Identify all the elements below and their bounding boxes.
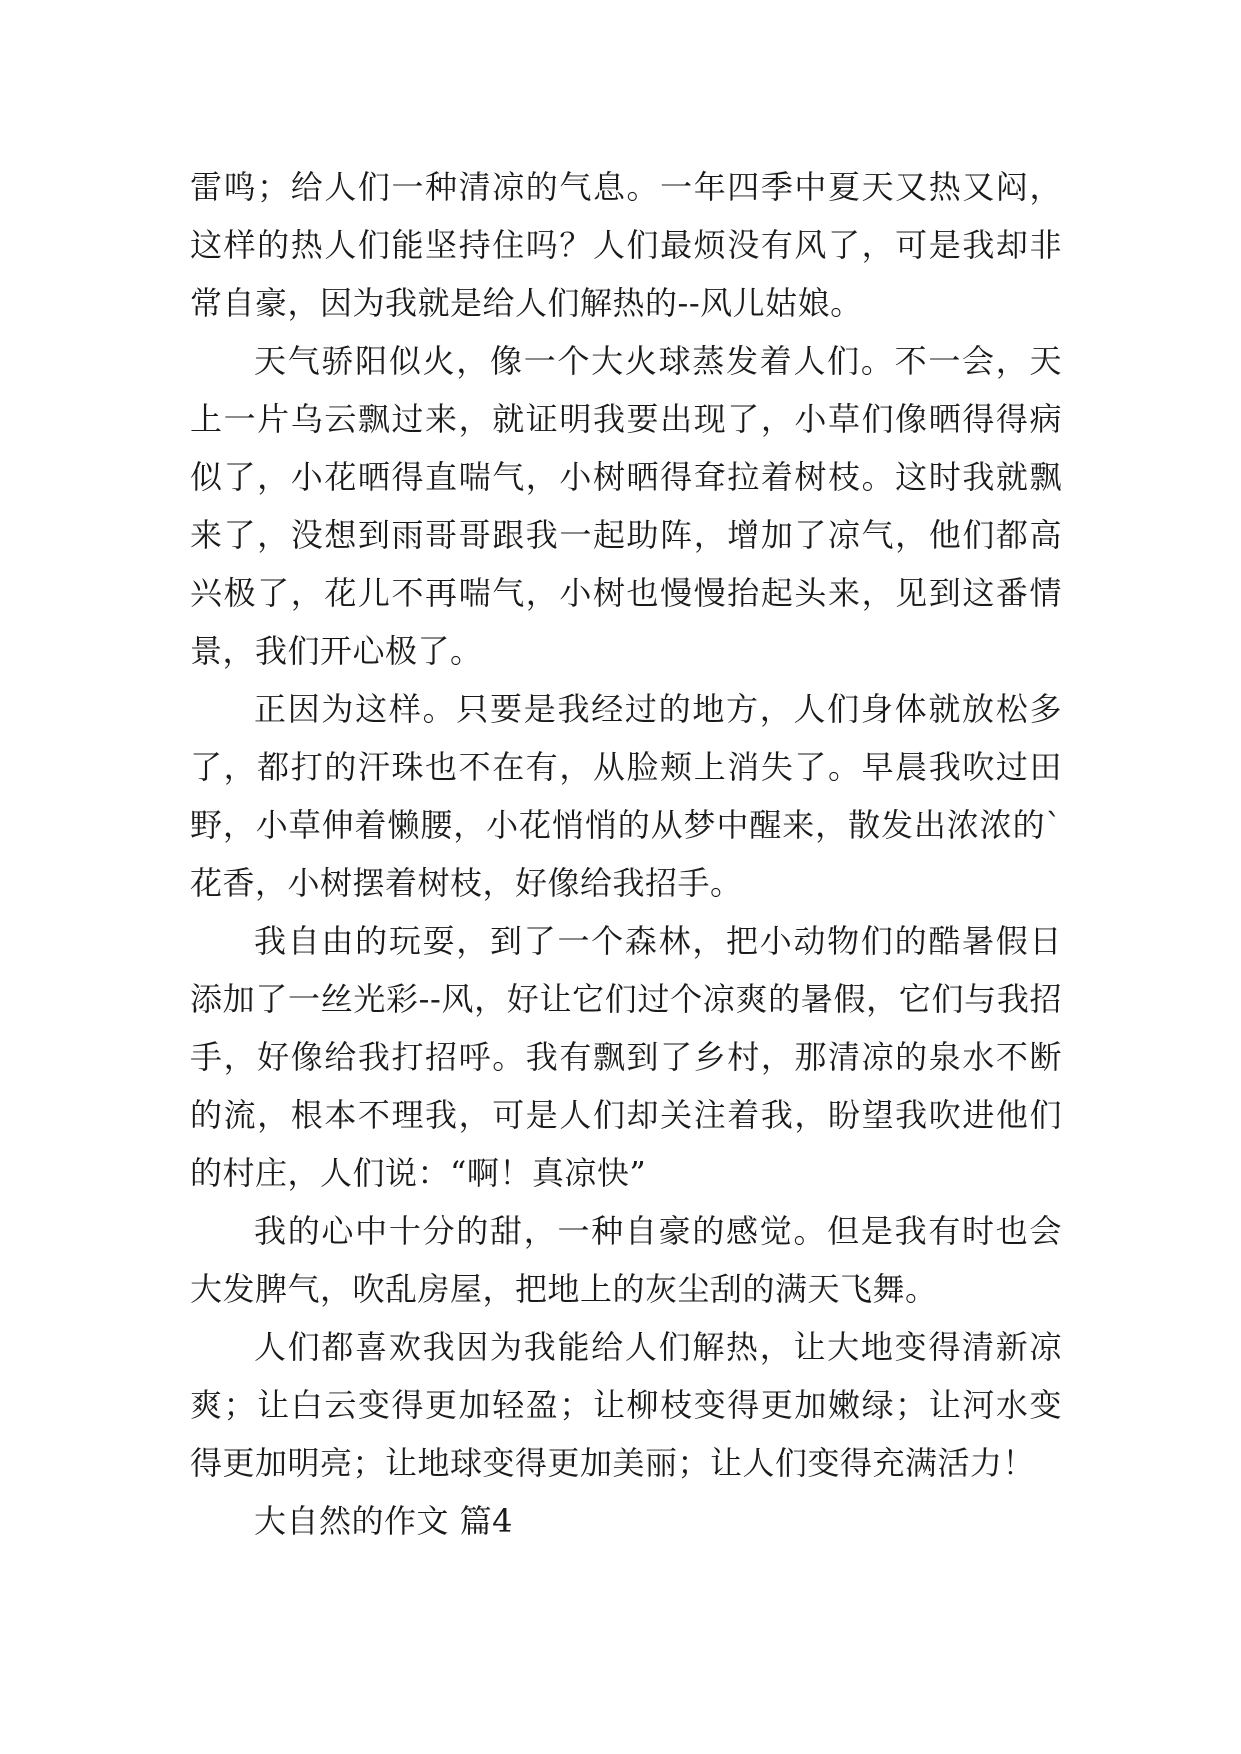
section-heading: 大自然的作文 篇4 (254, 1502, 514, 1540)
document-body (190, 158, 1062, 1550)
paragraph-1: 雷鸣；给人们一种清凉的气息。一年四季中夏天又热又闷，这样的热人们能坚持住吗？人们最烦没有风了，可是我却非常自豪，因为我就是给人们解热的--风儿姑娘。 (190, 168, 1062, 322)
paragraph-6: 人们都喜欢我因为我能给人们解热，让大地变得清新凉爽；让白云变得更加轻盈；让柳枝变得更加嫩绿；让河水变得更加明亮；让地球变得更加美丽；让人们变得充满活力！ (190, 1328, 1062, 1482)
paragraph-4: 我自由的玩耍，到了一个森林，把小动物们的酷暑假日添加了一丝光彩--风，好让它们过个凉爽的暑假，它们与我招手，好像给我打招呼。我有飘到了乡村，那清凉的泉水不断的流，根本不理我，可是人们却关注着我，盼望我吹进他们的村庄，人们说：“啊！真凉快” (190, 922, 1062, 1192)
paragraph-5: 我的心中十分的甜，一种自豪的感觉。但是我有时也会大发脾气，吹乱房屋，把地上的灰尘刮的满天飞舞。 (190, 1212, 1062, 1308)
paragraph-2: 天气骄阳似火，像一个大火球蒸发着人们。不一会，天上一片乌云飘过来，就证明我要出现了，小草们像晒得得病似了，小花晒得直喘气，小树晒得耷拉着树枝。这时我就飘来了，没想到雨哥哥跟我一起助阵，增加了凉气，他们都高兴极了，花儿不再喘气，小树也慢慢抬起头来，见到这番情景，我们开心极了。 (190, 342, 1062, 670)
paragraph-3: 正因为这样。只要是我经过的地方，人们身体就放松多了，都打的汗珠也不在有，从脸颊上消失了。早晨我吹过田野，小草伸着懒腰，小花悄悄的从梦中醒来，散发出浓浓的`花香，小树摆着树枝，好像给我招手。 (190, 690, 1062, 902)
